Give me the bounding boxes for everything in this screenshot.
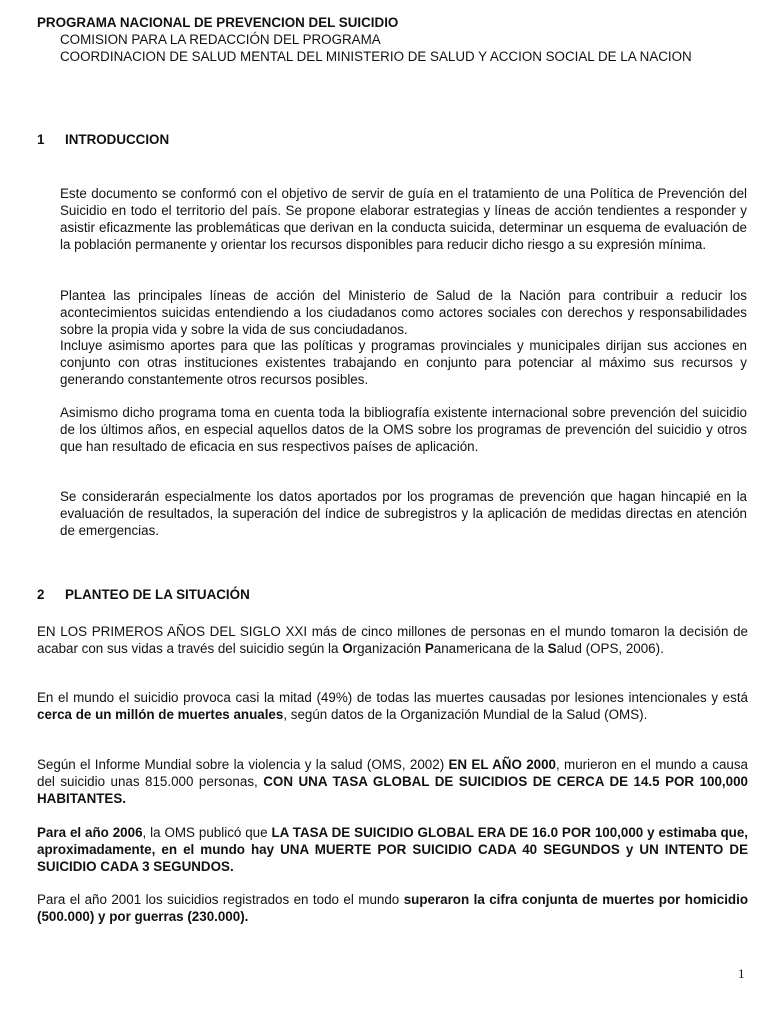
situation-paragraph-2: [37, 690, 748, 724]
p1-bold-o: O: [342, 640, 353, 656]
intro-paragraph-2: Plantea las principales líneas de acción del Ministerio de Salud de la Nación para contribuir a reducir los acontecimientos suicidas entendiendo a los ciudadanos como actores sociales con derechos y responsabilidades sobre la propia vida y sobre la vida de sus conciudadanos.: [60, 288, 747, 337]
section-1-title: INTRODUCCION: [65, 132, 170, 147]
intro-paragraph-5: Se considerarán especialmente los datos aportados por los programas de prevención que hagan hincapié en la evaluación de resultados, la superación del índice de subregistros y la aplicación de medidas directas en atención de emergencias.: [60, 489, 747, 538]
situation-paragraph-1: [37, 624, 748, 658]
intro-paragraph-1: Este documento se conformó con el objetivo de servir de guía en el tratamiento de una Política de Prevención del Suicidio en todo el territorio del país. Se propone elaborar estrategias y líneas de acción tendientes a responder y asistir eficazmente las problemáticas que derivan en la conducta suicida, determinar un esquema de evaluación de la población permanente y orientar los recursos disponibles para reducir dicho riesgo a su expresión mínima.: [60, 186, 747, 252]
p1-bold-p: P: [424, 640, 434, 656]
p4-bold-year: Para el año 2006: [37, 825, 143, 840]
p1-text-a: EN LOS PRIMEROS AÑOS DEL SIGLO XXI más de cinco millones de personas en el mundo tomaron la decisión de acabar con sus vidas a través del suicidio según la: [37, 624, 748, 656]
p5-text-a: Para el año 2001 los suicidios registrados en todo el mundo: [37, 892, 404, 907]
page-number: 1: [738, 966, 745, 981]
situation-paragraph-5: [37, 892, 748, 926]
section-2-heading: [37, 587, 250, 604]
section-2-title: PLANTEO DE LA SITUACIÓN: [65, 587, 250, 602]
situation-paragraph-3: [37, 757, 748, 808]
header-line-coordination: COORDINACION DE SALUD MENTAL DEL MINISTERIO DE SALUD Y ACCION SOCIAL DE LA NACION: [60, 48, 692, 64]
p3-text-c: , murieron en el mundo a causa del suicidio unas 815.000 personas,: [37, 757, 748, 789]
p2-text-c: , según datos de la Organización Mundial de la Salud (OMS).: [283, 706, 648, 722]
section-1-number: 1: [37, 132, 45, 147]
p5-bold: superaron la cifra conjunta de muertes por homicidio (500.000) y por guerras (230.000).: [37, 892, 748, 924]
p1-text-d: anamericana de la: [433, 640, 548, 656]
section-1-heading: [37, 132, 169, 149]
p3-bold-rate: CON UNA TASA GLOBAL DE SUICIDIOS DE CERCA DE 14.5 POR 100,000 HABITANTES.: [37, 773, 748, 806]
p1-text-e: alud (OPS, 2006).: [556, 640, 664, 656]
document-header: [37, 15, 747, 66]
p2-bold: cerca de un millón de muertes anuales: [37, 706, 284, 722]
p2-text-a: En el mundo el suicidio provoca casi la mitad (49%) de todas las muertes causadas por lesiones intencionales y está: [37, 690, 748, 705]
header-line-commission: COMISION PARA LA REDACCIÓN DEL PROGRAMA: [60, 31, 381, 47]
intro-paragraph-4: Asimismo dicho programa toma en cuenta toda la bibliografía existente internacional sobre prevención del suicidio de los últimos años, en especial aquellos datos de la OMS sobre los programas de prevención del suicidio y otros que han resultado de eficacia en sus respectivos países de aplicación.: [60, 405, 747, 454]
document-title: PROGRAMA NACIONAL DE PREVENCION DEL SUICIDIO: [37, 15, 399, 30]
p3-text-a: Según el Informe Mundial sobre la violencia y la salud (OMS, 2002): [37, 757, 449, 772]
situation-paragraph-4: [37, 825, 748, 876]
p4-bold-rate: LA TASA DE SUICIDIO GLOBAL ERA DE 16.0 POR 100,000 y estimaba que, aproximadamente, en el mundo hay UNA MUERTE POR SUICIDIO CADA 40 SEGUNDOS y UN INTENTO DE SUICIDIO CADA 3 SEGUNDOS.: [37, 825, 748, 874]
p1-bold-s: S: [547, 640, 557, 656]
p4-text-b: , la OMS publicó que: [142, 825, 272, 840]
p1-text-c: rganización: [352, 640, 425, 656]
intro-paragraph-3: Incluye asimismo aportes para que las políticas y programas provinciales y municipales dirijan sus acciones en conjunto con otras instituciones existentes trabajando en conjunto para potenciar al máximo sus recursos y generando constantemente otros recursos posibles.: [60, 338, 747, 387]
p3-bold-year: EN EL AÑO 2000: [448, 757, 556, 772]
section-2-number: 2: [37, 587, 45, 602]
